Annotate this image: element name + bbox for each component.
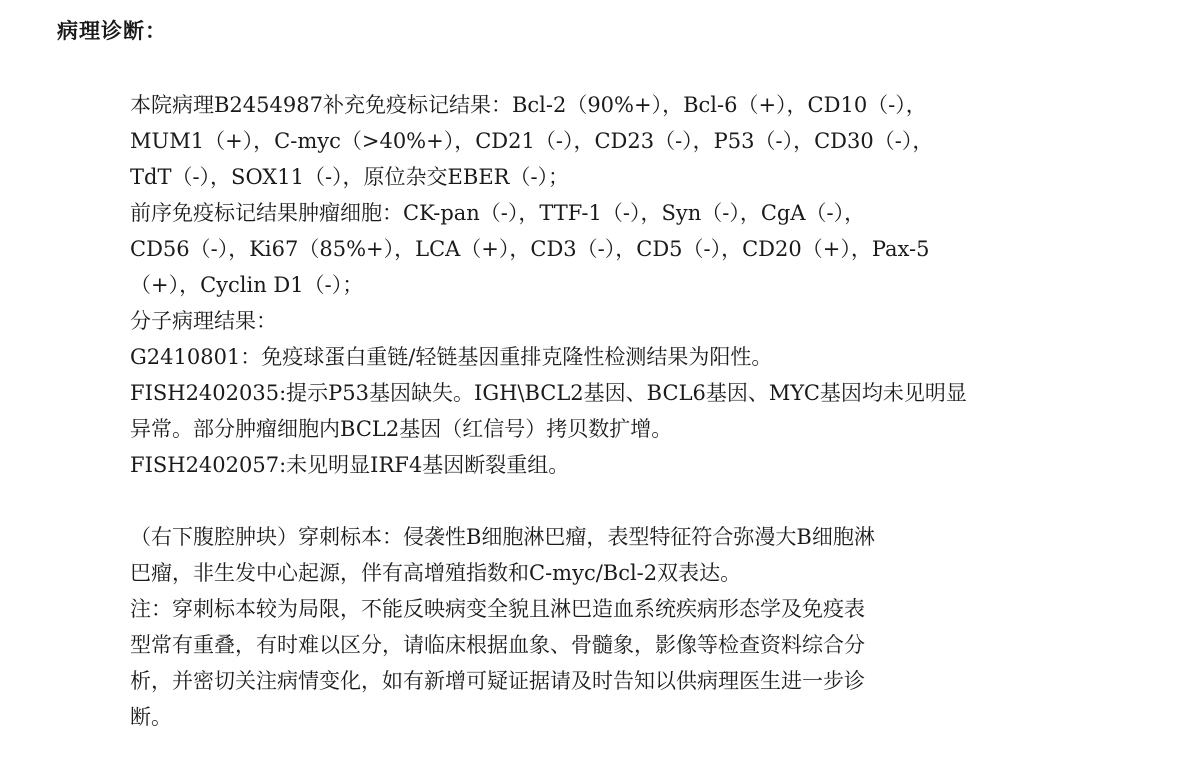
diagnosis-line: （右下腹腔肿块）穿刺标本：侵袭性B细胞淋巴瘤，表型特征符合弥漫大B细胞淋	[130, 525, 875, 549]
report-line: 本院病理B2454987补充免疫标记结果：Bcl-2（90%+），Bcl-6（+），CD10（-），	[130, 93, 927, 117]
report-line: （+），Cyclin D1（-）；	[130, 273, 364, 297]
note-line: 断。	[130, 705, 172, 729]
paragraph-spacer	[130, 483, 1190, 519]
report-line: 前序免疫标记结果肿瘤细胞：CK-pan（-），TTF-1（-），Syn（-），CgA（-），	[130, 201, 866, 225]
pathology-report-body	[130, 87, 1190, 735]
note-line: 型常有重叠，有时难以区分，请临床根据血象、骨髓象，影像等检查资料综合分	[130, 633, 865, 657]
note-line: 析，并密切关注病情变化，如有新增可疑证据请及时告知以供病理医生进一步诊	[130, 669, 865, 693]
report-line: MUM1（+），C-myc（>40%+），CD21（-），CD23（-），P53（-），CD30（-），	[130, 129, 934, 153]
report-line: 异常。部分肿瘤细胞内BCL2基因（红信号）拷贝数扩增。	[130, 417, 673, 441]
report-line: CD56（-），Ki67（85%+），LCA（+），CD3（-），CD5（-），CD20（+），Pax-5	[130, 237, 930, 261]
molecular-section-title: 分子病理结果：	[130, 309, 277, 333]
report-line: G2410801：免疫球蛋白重链/轻链基因重排克隆性检测结果为阳性。	[130, 345, 773, 369]
diagnosis-line: 巴瘤，非生发中心起源，伴有高增殖指数和C-myc/Bcl-2双表达。	[130, 561, 742, 585]
section-heading: 病理诊断：	[57, 19, 167, 43]
report-line: FISH2402035:提示P53基因缺失。IGH\BCL2基因、BCL6基因、MYC基因均未见明显	[130, 381, 967, 405]
report-line: FISH2402057:未见明显IRF4基因断裂重组。	[130, 453, 570, 477]
report-line: TdT（-），SOX11（-），原位杂交EBER（-）；	[130, 165, 570, 189]
note-line: 注：穿刺标本较为局限，不能反映病变全貌且淋巴造血系统疾病形态学及免疫表	[130, 597, 865, 621]
